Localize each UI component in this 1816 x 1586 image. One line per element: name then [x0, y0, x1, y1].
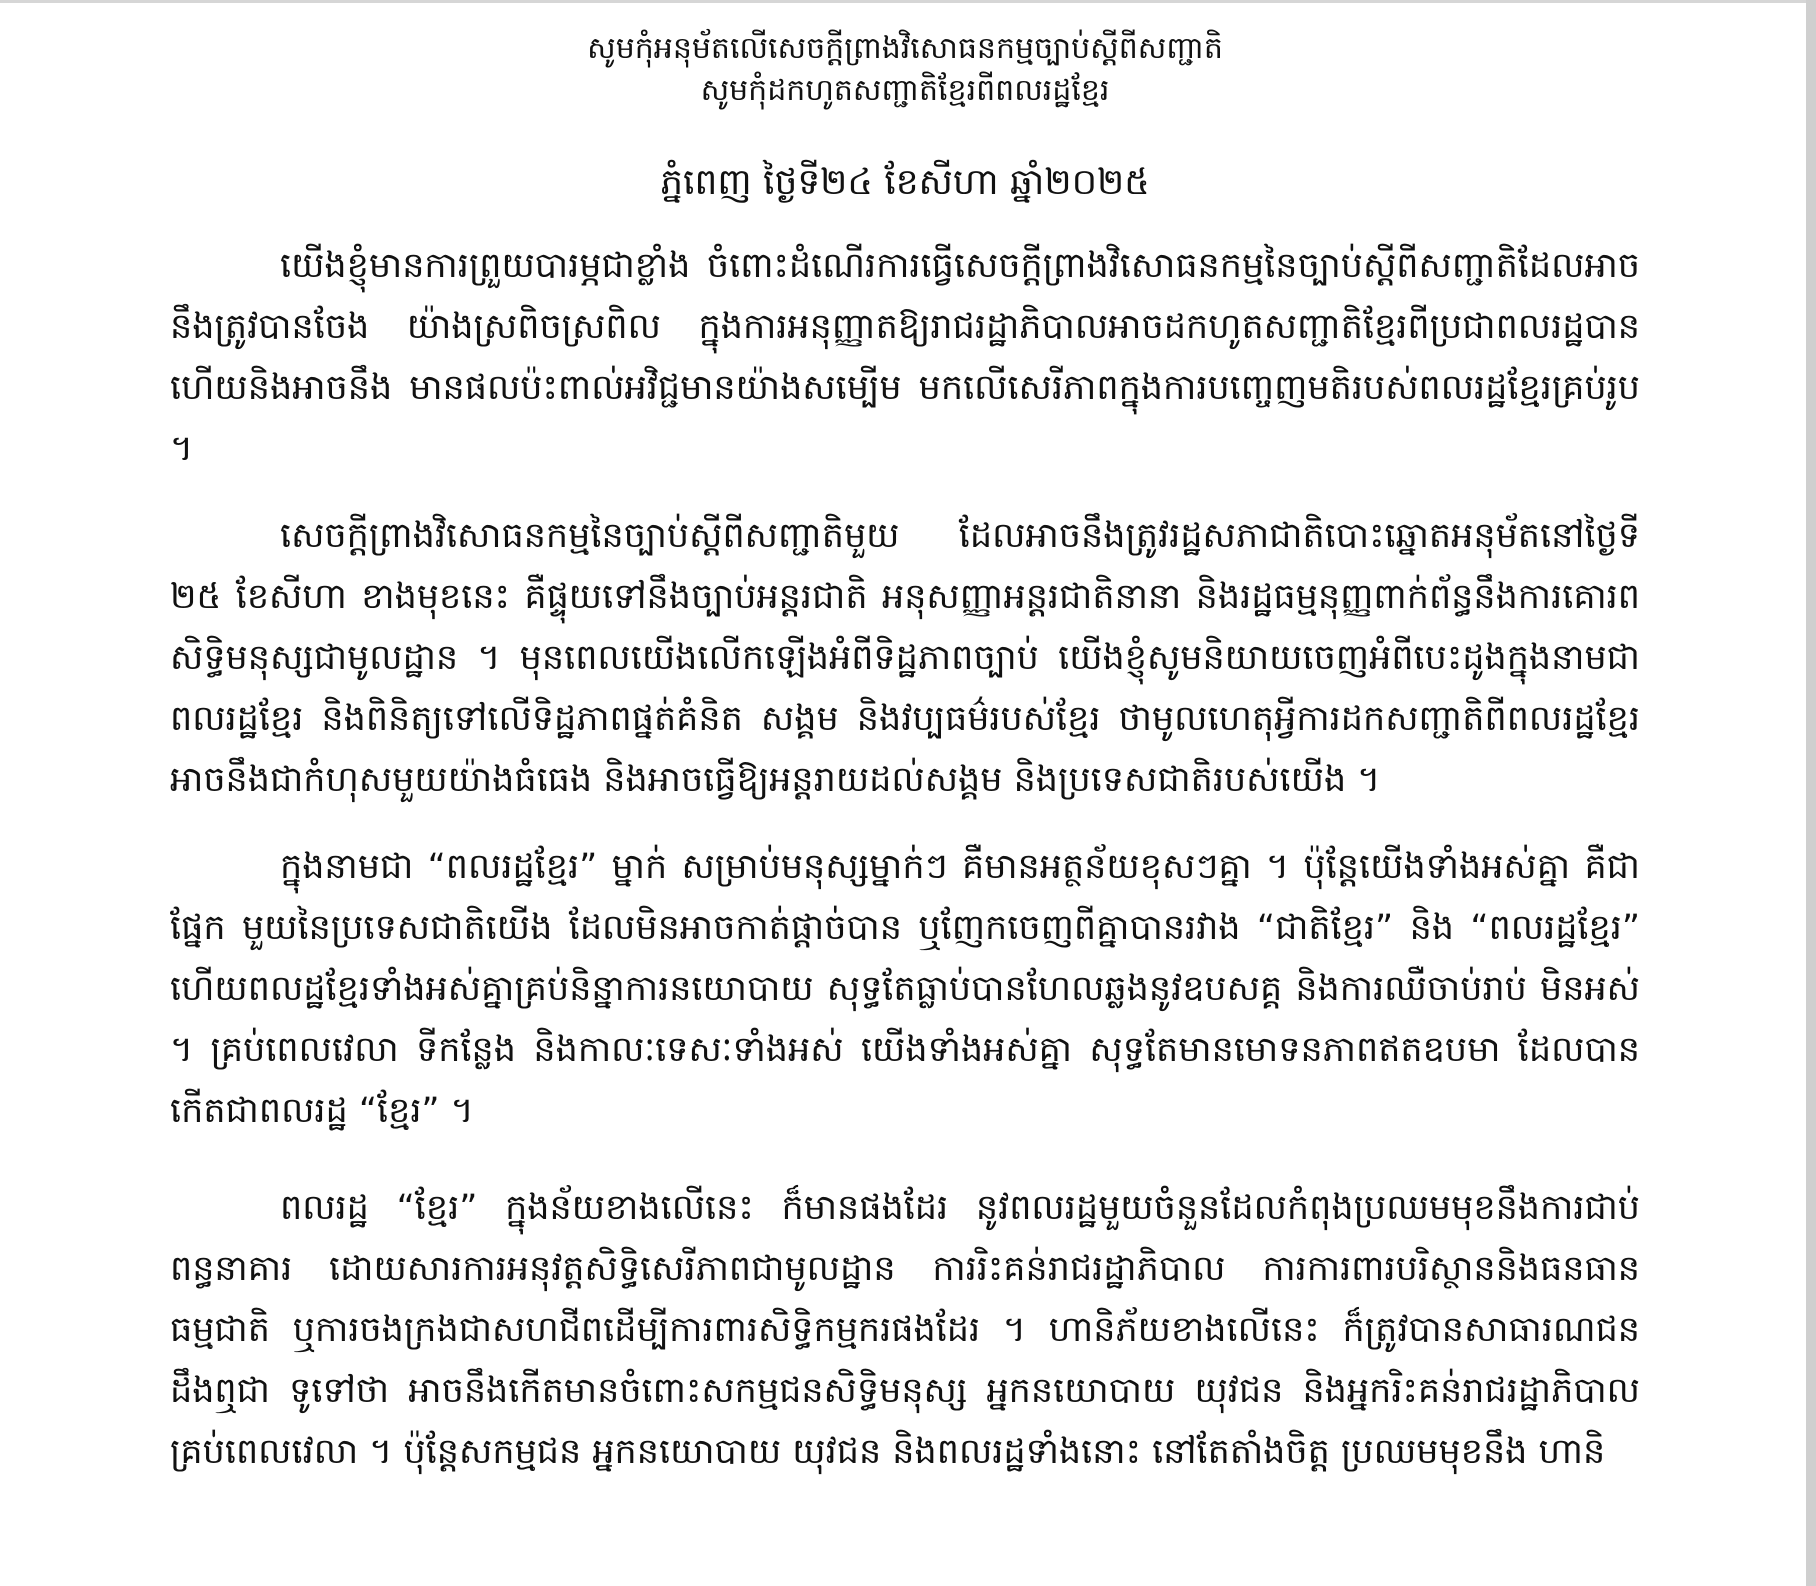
date-line: ភ្នំពេញ ថ្ងៃទី២៤ ខែសីហា ឆ្នាំ២០២៥ — [660, 162, 1150, 203]
paragraph-2: សេចក្តីព្រាងវិសោធនកម្មនៃច្បាប់ស្តីពីសញ្ជាតិមួយ ដែលអាចនឹងត្រូវរដ្ឋសភាជាតិបោះឆ្នោតអនុម័តនៅថ្ងៃទី ២៥ ខែសីហា ខាងមុខនេះ គឺផ្ទុយទៅនឹងច្បាប់អន្តរជាតិ អនុសញ្ញាអន្តរជាតិនានា និងរដ្ឋធម្មនុញ្ញពាក់ព័ន្ធនឹងការគោរពសិទ្ធិមនុស្សជាមូលដ្ឋាន ។ មុនពេលយើងលើកឡើងអំពីទិដ្ឋភាពច្បាប់ យើងខ្ញុំសូមនិយាយចេញអំពីបេះដូងក្នុងនាមជាពលរដ្ឋខ្មែរ និងពិនិត្យទៅលើទិដ្ឋភាពផ្នត់គំនិត សង្គម និងវប្បធម៌របស់ខ្មែរ ថាមូលហេតុអ្វីការដកសញ្ជាតិពីពលរដ្ឋខ្មែរ អាចនឹងជាកំហុសមួយយ៉ាងធំធេង និងអាចធ្វើឱ្យអន្តរាយដល់សង្គម និងប្រទេសជាតិរបស់យើង ។ — [170, 516, 1640, 800]
top-border — [0, 0, 1816, 3]
document-page — [170, 28, 1640, 1578]
header-line-1: សូមកុំអនុម័តលើសេចក្តីព្រាងវិសោធនកម្មច្បាប់ស្តីពីសញ្ជាតិ — [587, 31, 1223, 66]
paragraph-3: ក្នុងនាមជា “ពលរដ្ឋខ្មែរ” ម្នាក់ សម្រាប់មនុស្សម្នាក់ៗ គឺមានអត្ថន័យខុសៗគ្នា ។ ប៉ុន្តែយើងទាំងអស់គ្នា គឺជាផ្នែក មួយនៃប្រទេសជាតិយើង ដែលមិនអាចកាត់ផ្តាច់បាន ឬញែកចេញពីគ្នាបានរវាង “ជាតិខ្មែរ” និង “ពលរដ្ឋខ្មែរ” ហើយពលដ្ឋខ្មែរទាំងអស់គ្នាគ្រប់និន្នាការនយោបាយ សុទ្ធតែធ្លាប់បានហែលឆ្លងនូវឧបសគ្គ និងការឈឺចាប់រាប់ មិនអស់ ។ គ្រប់ពេលវេលា ទីកន្លែង និងកាលៈទេសៈទាំងអស់ យើងទាំងអស់គ្នា សុទ្ធតែមានមោទនភាពឥតឧបមា ដែលបានកើតជាពលរដ្ឋ “ខ្មែរ” ។ — [170, 847, 1640, 1131]
header-line-2: សូមកុំដកហូតសញ្ជាតិខ្មែរពីពលរដ្ឋខ្មែរ — [700, 73, 1110, 108]
paragraph-1: យើងខ្ញុំមានការព្រួយបារម្ភជាខ្លាំង ចំពោះដំណើរការធ្វើសេចក្តីព្រាងវិសោធនកម្មនៃច្បាប់ស្តីពីសញ្ជាតិដែលអាចនឹងត្រូវបានចែង យ៉ាងស្រពិចស្រពិល ក្នុងការអនុញ្ញាតឱ្យរាជរដ្ឋាភិបាលអាចដកហូតសញ្ជាតិខ្មែរពីប្រជាពលរដ្ឋបាន ហើយនិងអាចនឹង មានផលប៉ះពាល់អវិជ្ជមានយ៉ាងសម្បើម មកលើសេរីភាពក្នុងការបញ្ចេញមតិរបស់ពលរដ្ឋខ្មែរគ្រប់រូប ។ — [170, 246, 1640, 469]
paragraph-4: ពលរដ្ឋ “ខ្មែរ” ក្នុងន័យខាងលើនេះ ក៏មានផងដែរ នូវពលរដ្ឋមួយចំនួនដែលកំពុងប្រឈមមុខនឹងការជាប់ពន្ធនាគារ ដោយសារការអនុវត្តសិទ្ធិសេរីភាពជាមូលដ្ឋាន ការរិះគន់រាជរដ្ឋាភិបាល ការការពារបរិស្ថាននិងធនធានធម្មជាតិ ឬការចងក្រងជាសហជីពដើម្បីការពារសិទ្ធិកម្មករផងដែរ ។ ហានិភ័យខាងលើនេះ ក៏ត្រូវបានសាធារណជនដឹងឮជា ទូទៅថា អាចនឹងកើតមានចំពោះសកម្មជនសិទ្ធិមនុស្ស អ្នកនយោបាយ យុវជន និងអ្នករិះគន់រាជរដ្ឋាភិបាលគ្រប់ពេលវេលា ។ ប៉ុន្តែសកម្មជន អ្នកនយោបាយ យុវជន និងពលរដ្ឋទាំងនោះ នៅតែតាំងចិត្ត ប្រឈមមុខនឹង ហានិ — [170, 1188, 1640, 1472]
scrollbar-track[interactable] — [1806, 0, 1816, 1586]
